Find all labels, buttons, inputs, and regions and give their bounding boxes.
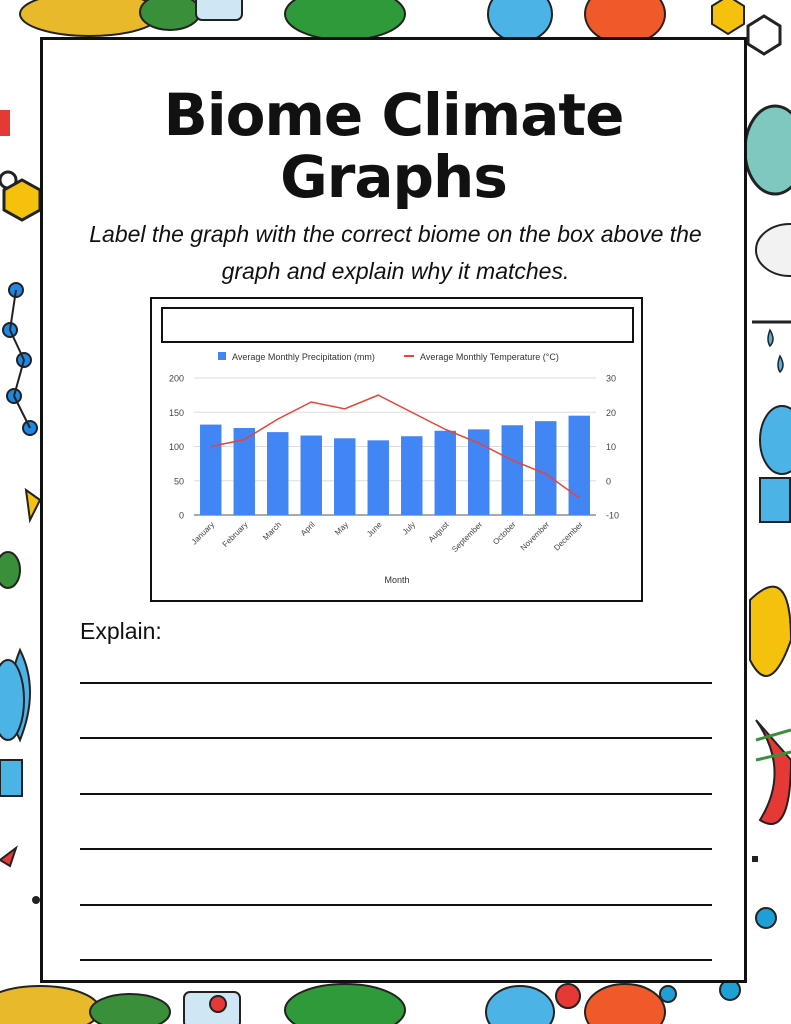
precipitation-bar bbox=[368, 440, 389, 515]
page-title-line2: Graphs bbox=[280, 143, 507, 211]
x-axis-tick-label: October bbox=[491, 520, 518, 547]
precipitation-bar bbox=[468, 429, 489, 515]
precipitation-bar bbox=[435, 431, 456, 515]
precipitation-bar bbox=[502, 425, 523, 515]
precipitation-bar bbox=[535, 421, 556, 515]
precipitation-bar bbox=[200, 425, 221, 515]
x-axis-title: Month bbox=[384, 575, 410, 585]
instructions-text: Label the graph with the correct biome on the box above the graph and explain why it matches. bbox=[89, 221, 702, 284]
x-axis-tick-label: July bbox=[400, 520, 418, 537]
x-axis-tick-label: December bbox=[552, 520, 585, 553]
answer-line[interactable] bbox=[80, 682, 712, 684]
precipitation-bar bbox=[334, 438, 355, 515]
climate-chart bbox=[152, 299, 641, 600]
answer-line[interactable] bbox=[80, 959, 712, 961]
left-axis-tick-label: 0 bbox=[178, 510, 184, 521]
page-title-line1: Biome Climate bbox=[163, 81, 624, 149]
left-axis-tick-label: 100 bbox=[168, 442, 184, 452]
explain-label: Explain: bbox=[80, 618, 162, 644]
answer-line[interactable] bbox=[80, 848, 712, 850]
x-axis-tick-label: March bbox=[261, 520, 284, 543]
legend-swatch-precipitation bbox=[218, 352, 226, 360]
right-axis-tick-label: 30 bbox=[606, 373, 617, 384]
x-axis-tick-label: August bbox=[426, 520, 451, 545]
right-axis-tick-label: 10 bbox=[606, 442, 617, 452]
x-axis-tick-label: April bbox=[298, 520, 317, 538]
precipitation-bar bbox=[401, 436, 422, 515]
right-axis-tick-label: 20 bbox=[606, 407, 617, 418]
x-axis-tick-label: February bbox=[220, 520, 250, 550]
x-axis-tick-label: June bbox=[365, 520, 384, 539]
left-axis-tick-label: 50 bbox=[173, 476, 184, 487]
precipitation-bar bbox=[267, 432, 288, 515]
x-axis-tick-label: January bbox=[189, 520, 217, 547]
legend-label-temperature: Average Monthly Temperature (°C) bbox=[420, 352, 559, 362]
answer-line[interactable] bbox=[80, 793, 712, 795]
precipitation-bar bbox=[569, 416, 590, 515]
x-axis-tick-label: May bbox=[333, 520, 351, 538]
answer-line[interactable] bbox=[80, 904, 712, 906]
worksheet bbox=[40, 37, 747, 983]
right-axis-tick-label: 0 bbox=[606, 476, 612, 487]
left-axis-tick-label: 200 bbox=[168, 373, 184, 384]
x-axis-tick-label: November bbox=[518, 520, 552, 553]
climate-graph-frame bbox=[150, 297, 643, 602]
answer-line[interactable] bbox=[80, 737, 712, 739]
x-axis-tick-label: September bbox=[450, 520, 485, 555]
left-axis-tick-label: 150 bbox=[168, 407, 184, 418]
legend-label-precipitation: Average Monthly Precipitation (mm) bbox=[232, 352, 375, 362]
right-axis-tick-label: -10 bbox=[606, 510, 620, 521]
precipitation-bar bbox=[301, 436, 322, 515]
